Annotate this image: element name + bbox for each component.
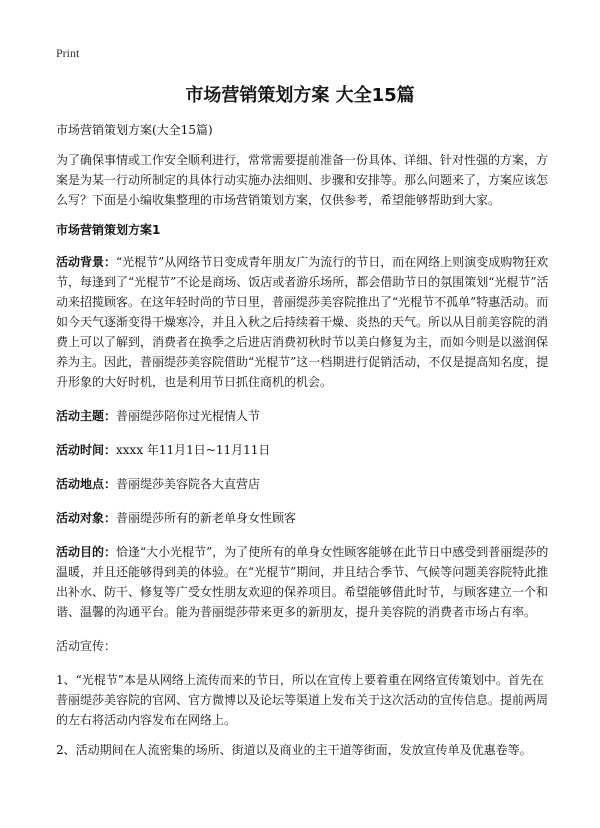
target-field [56, 508, 552, 528]
location-field [56, 474, 552, 494]
location-label: 活动地点： [56, 477, 117, 491]
location-text: 普丽缇莎美容院各大直营店 [116, 477, 261, 491]
target-label: 活动对象： [56, 511, 117, 525]
intro-paragraph: 为了确保事情或工作安全顺利进行，常常需要提前准备一份具体、详细、针对性强的方案，方案是为某一行动所制定的具体行动实施办法细则、步骤和安排等。那么问题来了，方案应该怎么写？下面是小编收集整理的市场营销策划方案，仅供参考，希望能够帮助到大家。 [56, 153, 549, 207]
theme-field [56, 406, 552, 426]
promo-item-2: 2、活动期间在人流密集的场所、街道以及商业的主干道等街面，发放宣传单及优惠卷等。 [56, 743, 532, 757]
background-field [56, 252, 552, 392]
section-heading: 市场营销策划方案1 [56, 223, 161, 237]
time-label: 活动时间： [56, 443, 117, 457]
promo-item-1: 1、“光棍节”本是从网络上流传而来的节日，所以在宣传上要着重在网络宣传策划中。首先在普丽缇莎美容院的官网、官方微博以及论坛等渠道上发布关于这次活动的宣传信息。提前两周的左右将活动内容发布在网络上。 [56, 673, 549, 727]
theme-text: 普丽缇莎陪你过光棍情人节 [116, 409, 261, 423]
page-title: 市场营销策划方案 大全15篇 [185, 85, 415, 106]
print-link[interactable]: Print [56, 46, 80, 60]
purpose-text: 恰逢“大小光棍节”，为了使所有的单身女性顾客能够在此节日中感受到普丽缇莎的温暖，并且还能够得到美的体验。在“光棍节”期间，并且结合季节、气候等问题美容院特此推出补水、防干、修复等广受女性朋友欢迎的保养项目。希望能够借此时节，与顾客建立一个和谐、温馨的沟通平台。能为普丽缇莎带来更多的新朋友，提升美容院的消费者市场占有率。 [56, 545, 549, 619]
document-body [56, 120, 552, 770]
subtitle: 市场营销策划方案(大全15篇) [56, 123, 213, 137]
purpose-field [56, 542, 552, 622]
background-text: “光棍节”从网络节日变成青年朋友广为流行的节日，而在网络上则演变成购物狂欢节，每逢到了“光棍节”不论是商场、饭店或者游乐场所，都会借助节日的氛围策划“光棍节”活动来招揽顾客。在这年轻时尚的节日里，普丽缇莎美容院推出了“光棍节不孤单”特惠活动。而如今天气逐渐变得干燥寒冷，并且入秋之后持续着干燥、炎热的天气。所以从目前美容院的消费上可以了解到，消费者在换季之后进店消费初秋时节以美白修复为主，而如今则是以滋润保养为主。因此，普丽缇莎美容院借助“光棍节”这一档期进行促销活动，不仅是提高知名度，提升形象的大好时机，也是利用节日抓住商机的机会。 [56, 255, 549, 389]
promo-heading: 活动宣传： [56, 639, 117, 653]
purpose-label: 活动目的： [56, 545, 117, 559]
time-text: xxxx 年11月1日~11月11日 [116, 443, 271, 457]
time-field [56, 440, 552, 460]
theme-label: 活动主题： [56, 409, 117, 423]
target-text: 普丽缇莎所有的新老单身女性顾客 [116, 511, 297, 525]
background-label: 活动背景： [56, 255, 117, 269]
